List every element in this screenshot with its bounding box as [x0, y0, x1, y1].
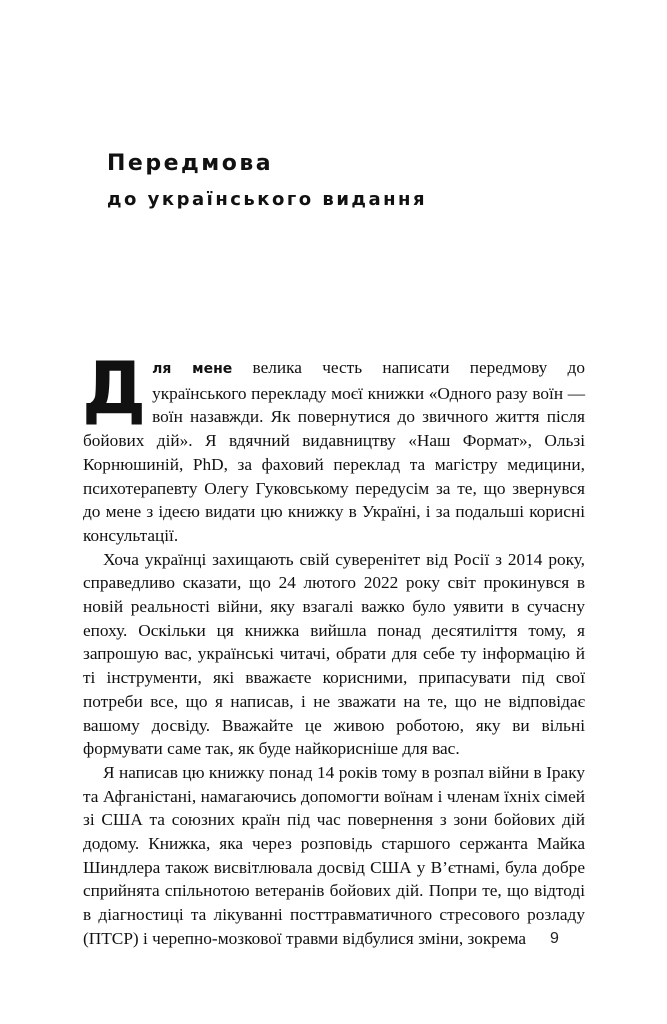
body-text: [82, 346, 585, 951]
page-number: 9: [550, 930, 559, 947]
paragraph-1-text: велика честь написати передмову до українського перекладу моєї книжки «Одного разу воїн — воїн назавжди. Як повернутися до звичного життя після бойових дій». Я вдячний видавництву «Наш Формат», Ользі Корнюшиній, PhD, за фаховий переклад та магістру медицини, психотерапевту Олегу Гуковському передусім за те, що звернувся до мене з ідеєю видати цю книжку в Україні, і за подальші корисні консультації.: [83, 358, 585, 545]
paragraph-2: Хоча українці захищають свій суверенітет від Росії з 2014 року, справедливо сказати, що 24 лютого 2022 року світ прокинувся в новій реальності війни, яку взагалі важко було уявити в сучасну епоху. Оскільки ця книжка вийшла понад десятиліття тому, я запрошую вас, українські читачі, обрати для себе ту інформацію й ті інструменти, які вважаєте корисними, припасувати під свої потреби все, що я написав, і не зважати на те, що не відповідає вашому досвіду. Вважайте це живою роботою, яку ви вільні формувати саме так, як буде найкорисніше для вас.: [83, 549, 585, 759]
paragraph-3: Я написав цю книжку понад 14 років тому в розпал війни в Іраку та Афганістані, намагаючись допомогти воїнам і членам їхніх сімей зі США та союзних країн під час повернення з зони бойових дій додому. Книжка, яка через розповідь старшого сержанта Майка Шиндлера також висвітлювала досвід США у В’єтнамі, була добре сприйнята спільнотою ветеранів бойових дій. Попри те, що відтоді в діагностиці та лікуванні посттравматичного стресового розладу (ПТСР) і черепно-мозкової травми відбулися зміни, зокрема: [83, 762, 585, 948]
heading-line-1: Передмова: [107, 151, 274, 176]
drop-cap: Д: [82, 346, 147, 430]
heading-line-2: до українського видання: [107, 189, 428, 210]
chapter-heading: [107, 146, 427, 218]
paragraph-1: [82, 346, 585, 548]
lead-in-words: ля мене: [152, 361, 233, 377]
